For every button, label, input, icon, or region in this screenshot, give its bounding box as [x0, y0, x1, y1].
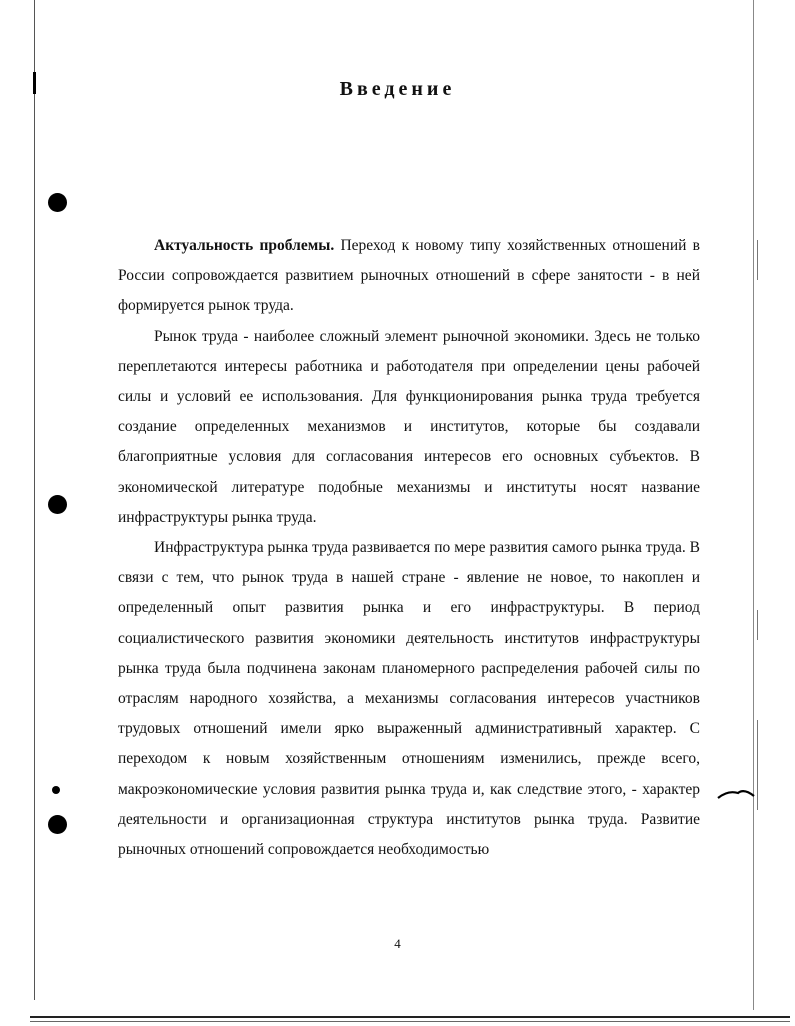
- right-margin-line: [753, 0, 754, 1010]
- right-margin-dash: [757, 610, 758, 640]
- left-margin-line: [34, 0, 35, 1000]
- bottom-edge-line: [30, 1021, 790, 1022]
- bottom-edge-line: [30, 1016, 790, 1018]
- lead-heading: Актуальность проблемы.: [154, 237, 335, 254]
- binder-hole: [48, 815, 67, 834]
- page-number: 4: [394, 936, 401, 951]
- right-margin-dash: [757, 720, 758, 810]
- pen-mark: [716, 784, 756, 802]
- body-text: [118, 231, 700, 865]
- right-margin-dash: [757, 240, 758, 280]
- paragraph-text: Переход к новому типу хозяйственных отношений в России сопровождается развитием рыночных отношений в сфере занятости - в ней формируется рынок труда.: [118, 237, 700, 315]
- document-title: Введение: [339, 78, 456, 100]
- binder-hole: [48, 193, 67, 212]
- paragraph: [118, 231, 700, 322]
- binder-dot: [52, 786, 60, 794]
- binder-hole: [48, 495, 67, 514]
- paragraph: Рынок труда - наиболее сложный элемент рыночной экономики. Здесь не только переплетаются интересы работника и работодателя при определении цены рабочей силы и условий ее использования. Для функционирования рынка труда требуется создание определенных механизмов и институтов, которые бы создавали благоприятные условия для согласования интересов его основных субъектов. В экономической литературе подобные механизмы и институты носят название инфраструктуры рынка труда.: [118, 327, 700, 526]
- paragraph: Инфраструктура рынка труда развивается по мере развития самого рынка труда. В связи с тем, что рынок труда в нашей стране - явление не новое, то накоплен и определенный опыт развития рынка и его инфраструктуры. В период социалистического развития экономики деятельность институтов инфраструктуры рынка труда была подчинена законам планомерного распределения рабочей силы по отраслям народного хозяйства, а механизмы согласования интересов участников трудовых отношений имели ярко выраженный административный характер. С переходом к новым хозяйственным отношениям изменились, прежде всего, макроэкономические условия развития рынка труда и, как следствие этого, - характер деятельности и организационная структура институтов рынка труда. Развитие рыночных отношений сопровождается необходимостью: [118, 539, 700, 859]
